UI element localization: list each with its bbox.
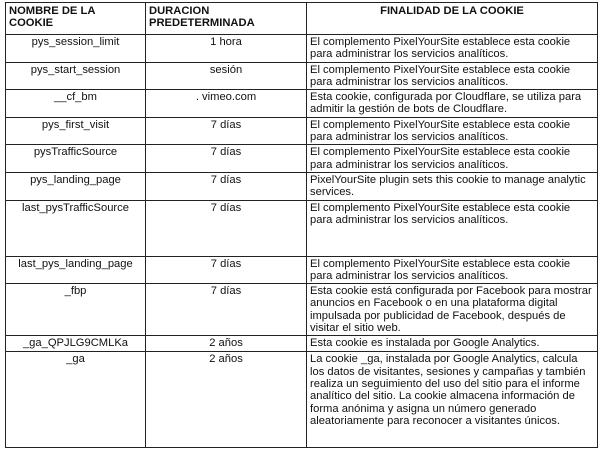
cookie-name: pys_first_visit (6, 117, 146, 145)
cookie-name-cell (6, 256, 146, 284)
table-row (6, 172, 598, 200)
cookie-name: pysTrafficSource (6, 145, 146, 173)
cookie-purpose: La cookie _ga, instalada por Google Analytics, calcula los datos de visitantes, sesiones y campañas y también realiza un seguimiento del uso del sitio para el informe analítico del sitio. La cookie almacena información de forma anónima y asigna un número generado aleatoriamente para reconocer a visitantes únicos. (307, 352, 598, 448)
cookie-name: _fbp (6, 284, 146, 336)
cookie-duration: sesión (146, 62, 307, 90)
cookie-duration: 1 hora (146, 35, 307, 63)
cookie-duration: . vimeo.com (146, 90, 307, 118)
cookie-duration: 7 días (146, 200, 307, 256)
cookie-purpose: El complemento PixelYourSite establece esta cookie para administrar los servicios analíticos. (307, 62, 598, 90)
header-purpose: FINALIDAD DE LA COOKIE (307, 3, 598, 35)
cookie-name: __cf_bm (6, 90, 146, 118)
cookie-duration: 7 días (146, 117, 307, 145)
cookie-duration: 2 años (146, 352, 307, 448)
header-row (6, 3, 598, 35)
cookie-duration: 7 días (146, 172, 307, 200)
cookie-purpose: Esta cookie está configurada por Facebook para mostrar anuncios en Facebook o en una plataforma digital impulsada por publicidad de Facebook, después de visitar el sitio web. (307, 284, 598, 336)
cookie-purpose: El complemento PixelYourSite establece esta cookie para administrar los servicios analíticos. (307, 117, 598, 145)
cookie-purpose: Esta cookie, configurada por Cloudflare, se utiliza para admitir la gestión de bots de Cloudflare. (307, 90, 598, 118)
cookie-duration: 7 días (146, 145, 307, 173)
cookie-duration: 2 años (146, 336, 307, 352)
table-row (6, 256, 598, 284)
table-row (6, 200, 598, 256)
table-row (6, 145, 598, 173)
cookie-purpose: El complemento PixelYourSite establece esta cookie para administrar los servicios analíticos. (307, 35, 598, 63)
cookie-name: pys_session_limit (6, 35, 146, 63)
cookie-purpose: PixelYourSite plugin sets this cookie to manage analytic services. (307, 172, 598, 200)
header-name: NOMBRE DE LA COOKIE (6, 3, 146, 35)
header-duration: DURACION PREDETERMINADA (146, 3, 307, 35)
table-row (6, 62, 598, 90)
table-row (6, 336, 598, 352)
cookie-duration: 7 días (146, 256, 307, 284)
cookie-purpose: El complemento PixelYourSite establece esta cookie para administrar los servicios analíticos. (307, 256, 598, 284)
cookie-purpose: El complemento PixelYourSite establece esta cookie para administrar los servicios analíticos. (307, 200, 598, 256)
cookie-name: _ga (6, 352, 146, 448)
cookie-name: pys_landing_page (6, 172, 146, 200)
cookie-name: pys_start_session (6, 62, 146, 90)
cookie-duration: 7 días (146, 284, 307, 336)
table-row (6, 90, 598, 118)
table-row (6, 352, 598, 448)
cookie-purpose: El complemento PixelYourSite establece esta cookie para administrar los servicios analíticos. (307, 145, 598, 173)
cookie-purpose: Esta cookie es instalada por Google Analytics. (307, 336, 598, 352)
cookie-name: last_pys_landing_page (18, 257, 133, 270)
cookie-name: last_pysTrafficSource (6, 200, 146, 256)
cookie-table (5, 2, 598, 448)
table-row (6, 117, 598, 145)
cookie-name: _ga_QPJLG9CMLKa (6, 336, 146, 352)
table-row (6, 284, 598, 336)
table-row (6, 35, 598, 63)
